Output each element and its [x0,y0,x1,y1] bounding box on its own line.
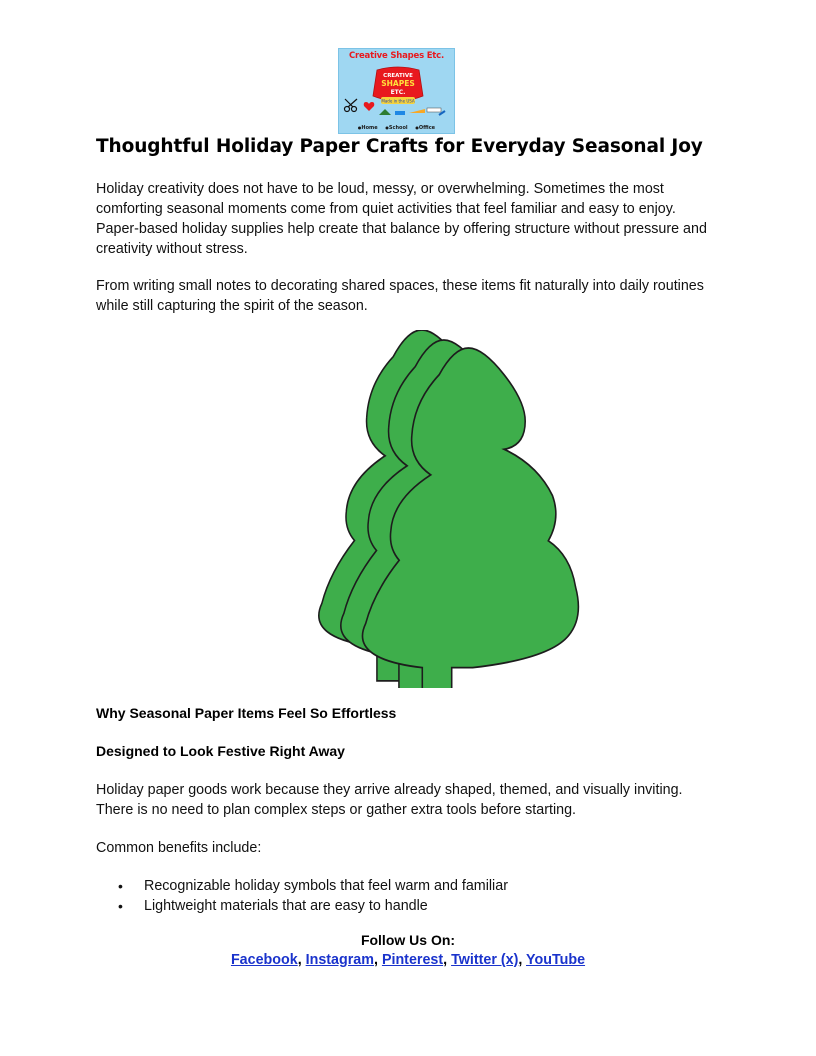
body-paragraph: Holiday paper goods work because they arrive already shaped, themed, and visually inviting. There is no need to plan complex steps or gather extra tools before starting. [96,782,683,818]
intro-paragraph: Holiday creativity does not have to be loud, messy, or overwhelming. Sometimes the most comforting seasonal moments come from quiet activities that feel familiar and easy to enjoy. Paper-based holiday supplies help create that balance by offering structure without pressure and creativity without stress. [96,181,707,257]
logo-badge-line-2: SHAPES [381,79,415,88]
subheading: Designed to Look Festive Right Away [96,743,345,759]
logo-footer-item: ● School [385,125,407,131]
youtube-link[interactable]: YouTube [526,952,586,968]
list-item: • Lightweight materials that are easy to handle [96,896,508,916]
tree-cutouts-image [230,330,582,688]
intro-paragraph-2: From writing small notes to decorating shared spaces, these items fit naturally into daily routines while still capturing the spirit of the season. [96,278,704,314]
heart-icon [363,101,375,112]
pinterest-link[interactable]: Pinterest [381,952,444,968]
brand-logo [338,48,455,134]
logo-badge-line-3: ETC. [390,89,406,96]
logo-title: Creative Shapes Etc. [348,51,445,61]
facebook-link[interactable]: Facebook [230,952,298,968]
follow-label: Follow Us On: [360,932,456,948]
logo-footer [339,125,454,131]
craft-supplies-icon [377,105,447,119]
twitter-link[interactable]: Twitter (x) [451,952,519,968]
instagram-link[interactable]: Instagram [305,952,374,968]
list-item: • Recognizable holiday symbols that feel warm and familiar [96,876,508,896]
logo-badge-icon [369,66,427,110]
logo-footer-item: ● Office [415,125,435,131]
benefits-list [96,876,508,916]
logo-footer-item: ● Home [358,125,378,131]
benefits-intro: Common benefits include: [96,840,262,856]
section-heading: Why Seasonal Paper Items Feel So Effortless [96,705,397,721]
social-links: Facebook, Instagram, Pinterest, Twitter (x), YouTube [230,952,586,968]
logo-badge-line-1: CREATIVE [383,73,413,79]
page-title: Thoughtful Holiday Paper Crafts for Everyday Seasonal Joy [96,136,703,157]
logo-ribbon: Made in the USA [381,98,415,104]
scissors-icon [343,97,361,113]
